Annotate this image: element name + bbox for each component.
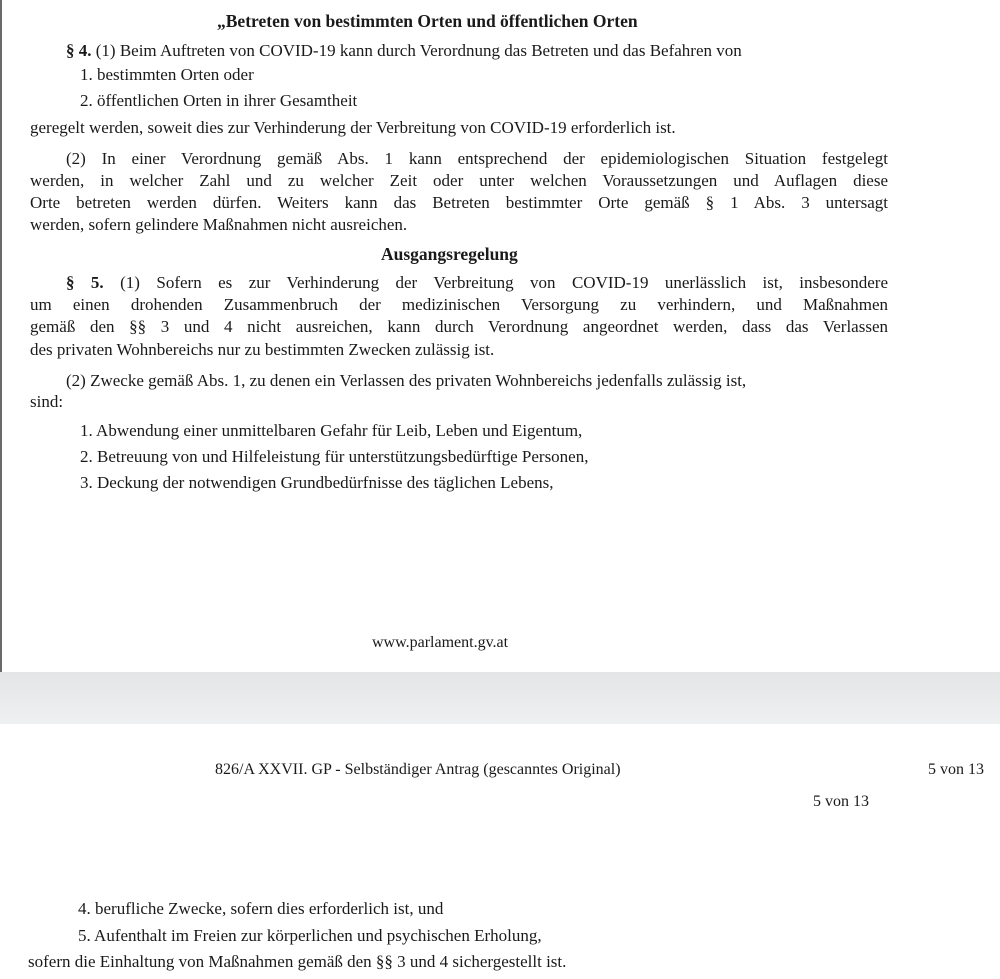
- section-5-item-2: 2. Betreuung von und Hilfeleistung für unterstützungsbedürftige Personen,: [80, 447, 589, 466]
- document-page-lower: [0, 724, 1000, 979]
- section-5-para-1-line-1-text: (1) Sofern es zur Verhinderung der Verbreitung von COVID-19 unerlässlich ist, insbesondere: [103, 273, 889, 292]
- section-5-para-1-line-4: des privaten Wohnbereichs nur zu bestimmten Zwecken zulässig ist.: [30, 340, 495, 359]
- section-5-close: sofern die Einhaltung von Maßnahmen gemäß den §§ 3 und 4 sichergestellt ist.: [28, 952, 567, 971]
- section-5-item-3: 3. Deckung der notwendigen Grundbedürfnisse des täglichen Lebens,: [80, 473, 554, 492]
- section-4-para-2-line-3: Orte betreten werden dürfen. Weiters kann das Betreten bestimmter Orte gemäß § 1 Abs. 3 untersagt: [30, 193, 888, 212]
- heading-section-4: „Betreten von bestimmten Orten und öffentlichen Orten: [217, 11, 638, 31]
- section-5-para-1-line-2: um einen drohenden Zusammenbruch der medizinischen Versorgung zu verhindern, und Maßnahmen: [30, 295, 888, 314]
- section-4-intro-text: (1) Beim Auftreten von COVID-19 kann durch Verordnung das Betreten und das Befahren von: [91, 41, 742, 60]
- section-5-item-4: 4. berufliche Zwecke, sofern dies erforderlich ist, und: [78, 899, 444, 918]
- section-5-para-1-line-3: gemäß den §§ 3 und 4 nicht ausreichen, kann durch Verordnung angeordnet werden, dass das Verlassen: [30, 317, 888, 336]
- heading-ausgangsregelung: Ausgangsregelung: [381, 244, 518, 264]
- section-5-para-2-line-2: sind:: [30, 392, 64, 411]
- section-4-intro: [66, 40, 742, 62]
- section-4-para-2-line-4: werden, sofern gelindere Maßnahmen nicht ausreichen.: [30, 215, 408, 234]
- section-4-para-2-line-2: werden, in welcher Zahl und zu welcher Zeit oder unter welchen Voraussetzungen und Auflagen diese: [30, 171, 888, 190]
- section-4-item-1: 1. bestimmten Orten oder: [80, 65, 254, 84]
- running-header-page: 5 von 13: [928, 761, 984, 778]
- section-4-item-2: 2. öffentlichen Orten in ihrer Gesamtheit: [80, 91, 358, 110]
- section-5-para-1-line-1: [66, 272, 888, 294]
- section-4-sign: § 4.: [66, 41, 92, 60]
- section-4-close: geregelt werden, soweit dies zur Verhinderung der Verbreitung von COVID-19 erforderlich ist.: [30, 118, 676, 137]
- section-5-item-1: 1. Abwendung einer unmittelbaren Gefahr für Leib, Leben und Eigentum,: [80, 421, 583, 440]
- running-header-title: 826/A XXVII. GP - Selbständiger Antrag (gescanntes Original): [215, 761, 621, 778]
- section-5-para-2-line-1: (2) Zwecke gemäß Abs. 1, zu denen ein Verlassen des privaten Wohnbereichs jedenfalls zulässig ist,: [66, 371, 747, 390]
- page-gap: [0, 672, 1000, 724]
- section-4-para-2-line-1: (2) In einer Verordnung gemäß Abs. 1 kann entsprechend der epidemiologischen Situation festgelegt: [66, 149, 888, 168]
- footer-url: www.parlament.gv.at: [372, 634, 509, 651]
- section-5-sign: § 5.: [66, 273, 104, 292]
- section-5-item-5: 5. Aufenthalt im Freien zur körperlichen und psychischen Erholung,: [78, 926, 542, 945]
- page-number: 5 von 13: [813, 793, 869, 810]
